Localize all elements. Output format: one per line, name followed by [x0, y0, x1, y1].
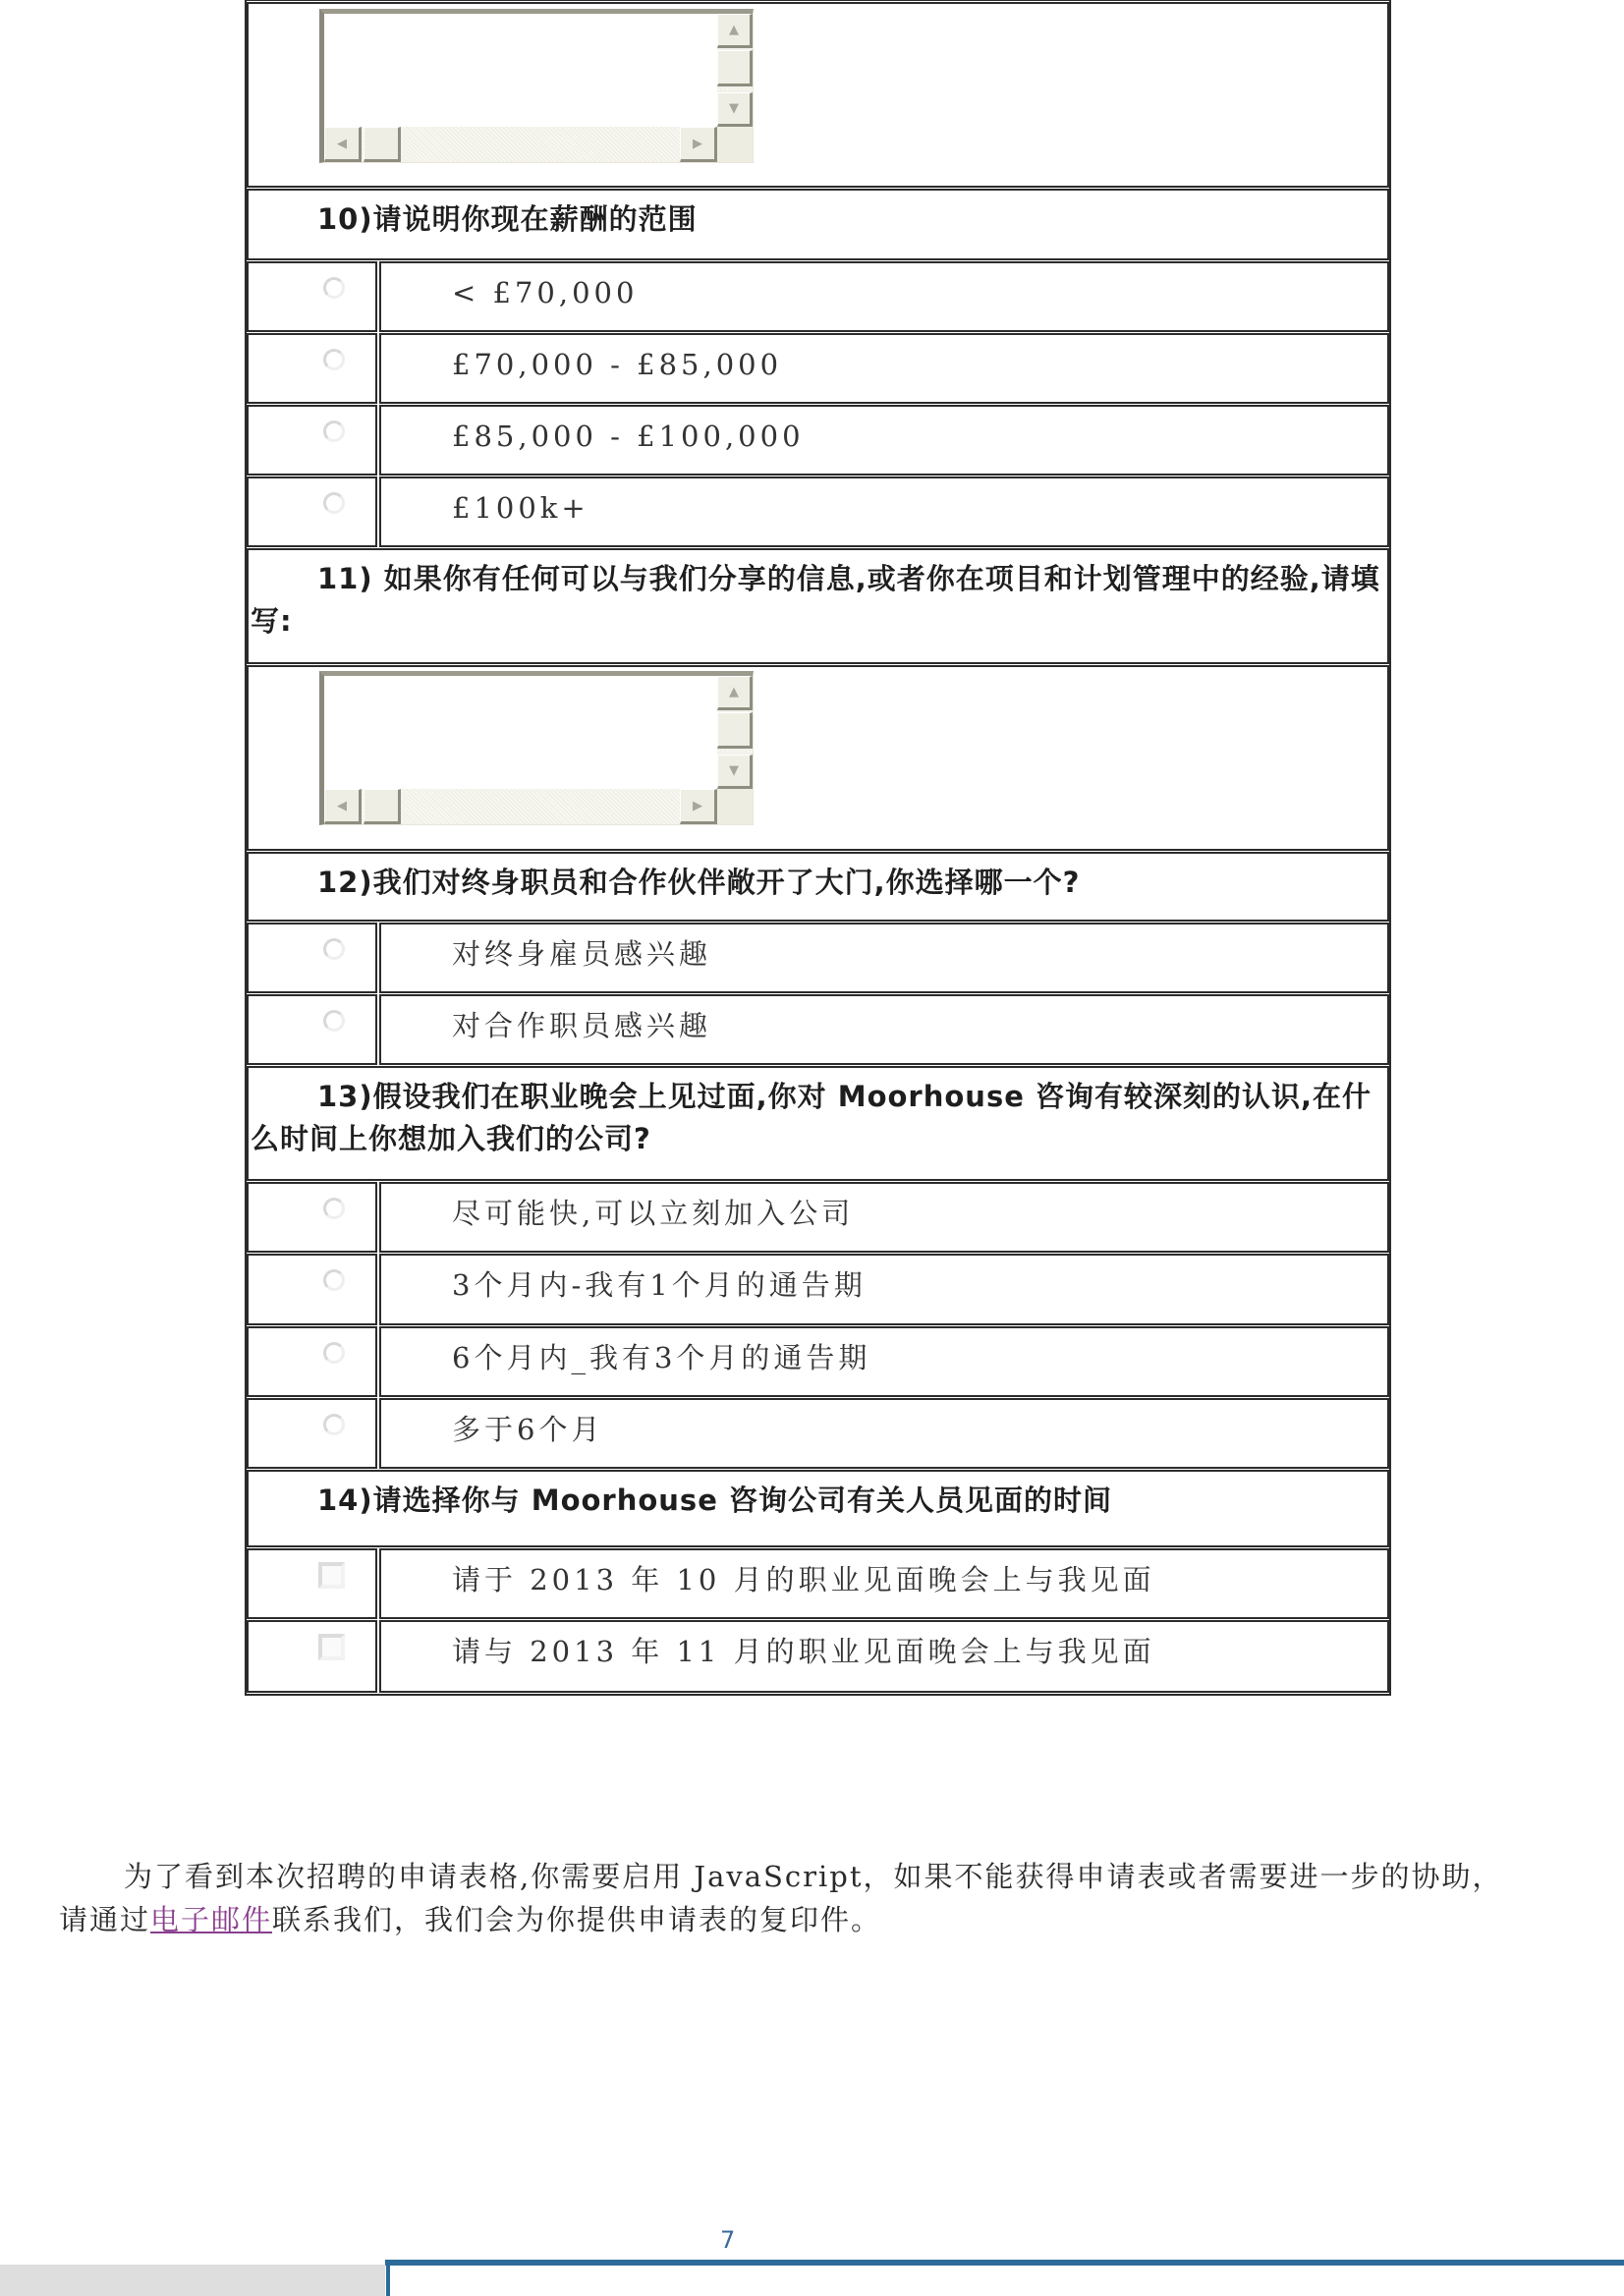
q13-header-row	[247, 1066, 1389, 1181]
q11-header-cell	[247, 548, 1389, 664]
question-label: 14)请选择你与 Moorhouse 咨询公司有关人员见面的时间	[317, 1484, 1112, 1517]
option-label: 多于6个月	[452, 1413, 604, 1446]
salary-radio-100k-plus[interactable]	[323, 492, 345, 514]
option-cell	[379, 405, 1389, 476]
salary-radio-85k-100k[interactable]	[323, 420, 345, 442]
q11-textarea-cell	[247, 665, 1389, 851]
option-cell	[379, 476, 1389, 547]
option-cell	[379, 1398, 1389, 1469]
scroll-thumb[interactable]	[364, 127, 401, 162]
radio-cell	[247, 333, 377, 404]
meet-october-2013-checkbox[interactable]	[318, 1562, 345, 1589]
horizontal-scrollbar[interactable]	[324, 127, 717, 162]
join-over-6-months-radio[interactable]	[323, 1414, 345, 1435]
q9-textarea[interactable]	[319, 9, 754, 163]
scroll-left-arrow-icon[interactable]: ◀	[324, 789, 362, 824]
option-cell	[379, 1620, 1389, 1693]
join-6-months-radio[interactable]	[323, 1342, 345, 1364]
scroll-thumb[interactable]	[717, 712, 753, 749]
scroll-track[interactable]	[717, 88, 753, 90]
footer-divider	[386, 2260, 390, 2296]
q12-header-row	[247, 852, 1389, 922]
option-label: £85,000 - £100,000	[452, 420, 805, 453]
question-label: 13)假设我们在职业晚会上见过面,你对 Moorhouse 咨询有较深刻的认识,在什么时间上你想加入我们的公司?	[251, 1080, 1372, 1155]
meet-november-2013-checkbox[interactable]	[318, 1634, 345, 1660]
question-label: 10)请说明你现在薪酬的范围	[317, 202, 698, 236]
radio-cell	[247, 923, 377, 993]
q10-option-row	[247, 261, 1389, 332]
note-text: 为了看到本次招聘的申请表格,你需要启用 JavaScript，如果不能获得申请表或者需要进一步的协助，	[124, 1860, 1503, 1893]
option-cell	[379, 1548, 1389, 1619]
page-number: 7	[720, 2226, 736, 2254]
q13-option-row	[247, 1326, 1389, 1397]
question-label: 11) 如果你有任何可以与我们分享的信息,或者你在项目和计划管理中的经验,请填写:	[251, 562, 1380, 638]
radio-cell	[247, 1182, 377, 1253]
q12-option-row	[247, 923, 1389, 993]
q13-option-row	[247, 1182, 1389, 1253]
q14-header-row	[247, 1470, 1389, 1547]
option-cell	[379, 333, 1389, 404]
salary-radio-under-70k[interactable]	[323, 277, 345, 299]
q12-header-cell	[247, 852, 1389, 922]
scroll-up-arrow-icon[interactable]: ▲	[717, 676, 753, 710]
associate-staff-radio[interactable]	[323, 1010, 345, 1032]
scroll-up-arrow-icon[interactable]: ▲	[717, 14, 753, 48]
radio-cell	[247, 1326, 377, 1397]
option-cell	[379, 261, 1389, 332]
scroll-thumb[interactable]	[364, 789, 401, 824]
option-cell	[379, 923, 1389, 993]
option-label: 请于 2013 年 10 月的职业见面晚会上与我见面	[452, 1563, 1155, 1596]
option-label: 请与 2013 年 11 月的职业见面晚会上与我见面	[452, 1635, 1155, 1668]
scroll-right-arrow-icon[interactable]: ▶	[680, 789, 717, 824]
option-label: 3个月内-我有1个月的通告期	[452, 1268, 867, 1302]
scroll-down-arrow-icon[interactable]: ▼	[717, 92, 753, 127]
option-label: £100k+	[452, 491, 589, 525]
q13-option-row	[247, 1398, 1389, 1469]
javascript-note-line1	[59, 1855, 1592, 1898]
q9-textarea-row	[247, 2, 1389, 188]
question-label: 12)我们对终身职员和合作伙伴敞开了大门,你选择哪一个?	[317, 866, 1081, 899]
option-cell	[379, 1326, 1389, 1397]
radio-cell	[247, 476, 377, 547]
q12-option-row	[247, 994, 1389, 1065]
note-text: 请通过	[59, 1903, 151, 1936]
q13-option-row	[247, 1254, 1389, 1325]
option-cell	[379, 1254, 1389, 1325]
q10-option-row	[247, 476, 1389, 547]
javascript-note-line2	[59, 1898, 1592, 1941]
radio-cell	[247, 261, 377, 332]
join-asap-radio[interactable]	[323, 1198, 345, 1219]
radio-cell	[247, 994, 377, 1065]
footer-rule	[385, 2260, 1624, 2266]
scroll-down-arrow-icon[interactable]: ▼	[717, 755, 753, 789]
scrollbar-corner	[717, 127, 753, 162]
scrollbar-corner	[717, 789, 753, 824]
horizontal-scrollbar[interactable]	[324, 789, 717, 824]
q10-option-row	[247, 405, 1389, 476]
permanent-staff-radio[interactable]	[323, 938, 345, 960]
option-label: < £70,000	[452, 276, 639, 309]
salary-radio-70k-85k[interactable]	[323, 349, 345, 370]
radio-cell	[247, 1254, 377, 1325]
checkbox-cell	[247, 1548, 377, 1619]
q14-header-cell	[247, 1470, 1389, 1547]
q11-textarea[interactable]	[319, 671, 754, 825]
option-label: 对合作职员感兴趣	[452, 1009, 712, 1042]
scroll-right-arrow-icon[interactable]: ▶	[680, 127, 717, 162]
q14-option-row	[247, 1620, 1389, 1693]
note-text: 联系我们，我们会为你提供申请表的复印件。	[272, 1903, 882, 1936]
q11-textarea-row	[247, 665, 1389, 851]
option-cell	[379, 994, 1389, 1065]
q10-header-row	[247, 189, 1389, 260]
q13-header-cell	[247, 1066, 1389, 1181]
join-3-months-radio[interactable]	[323, 1269, 345, 1291]
email-link[interactable]: 电子邮件	[150, 1903, 273, 1936]
option-label: 对终身雇员感兴趣	[452, 937, 712, 971]
option-label: 6个月内_我有3个月的通告期	[452, 1341, 871, 1374]
option-label: £70,000 - £85,000	[452, 348, 783, 381]
q11-header-row	[247, 548, 1389, 664]
scroll-thumb[interactable]	[717, 50, 753, 86]
q10-header-cell	[247, 189, 1389, 260]
checkbox-cell	[247, 1620, 377, 1693]
radio-cell	[247, 1398, 377, 1469]
scroll-track[interactable]	[717, 751, 753, 753]
footer-gray-block	[0, 2265, 385, 2296]
option-label: 尽可能快,可以立刻加入公司	[452, 1197, 855, 1230]
q10-option-row	[247, 333, 1389, 404]
q14-option-row	[247, 1548, 1389, 1619]
option-cell	[379, 1182, 1389, 1253]
q9-textarea-cell	[247, 2, 1389, 188]
scroll-left-arrow-icon[interactable]: ◀	[324, 127, 362, 162]
vertical-scrollbar[interactable]	[717, 676, 753, 789]
radio-cell	[247, 405, 377, 476]
vertical-scrollbar[interactable]	[717, 14, 753, 127]
